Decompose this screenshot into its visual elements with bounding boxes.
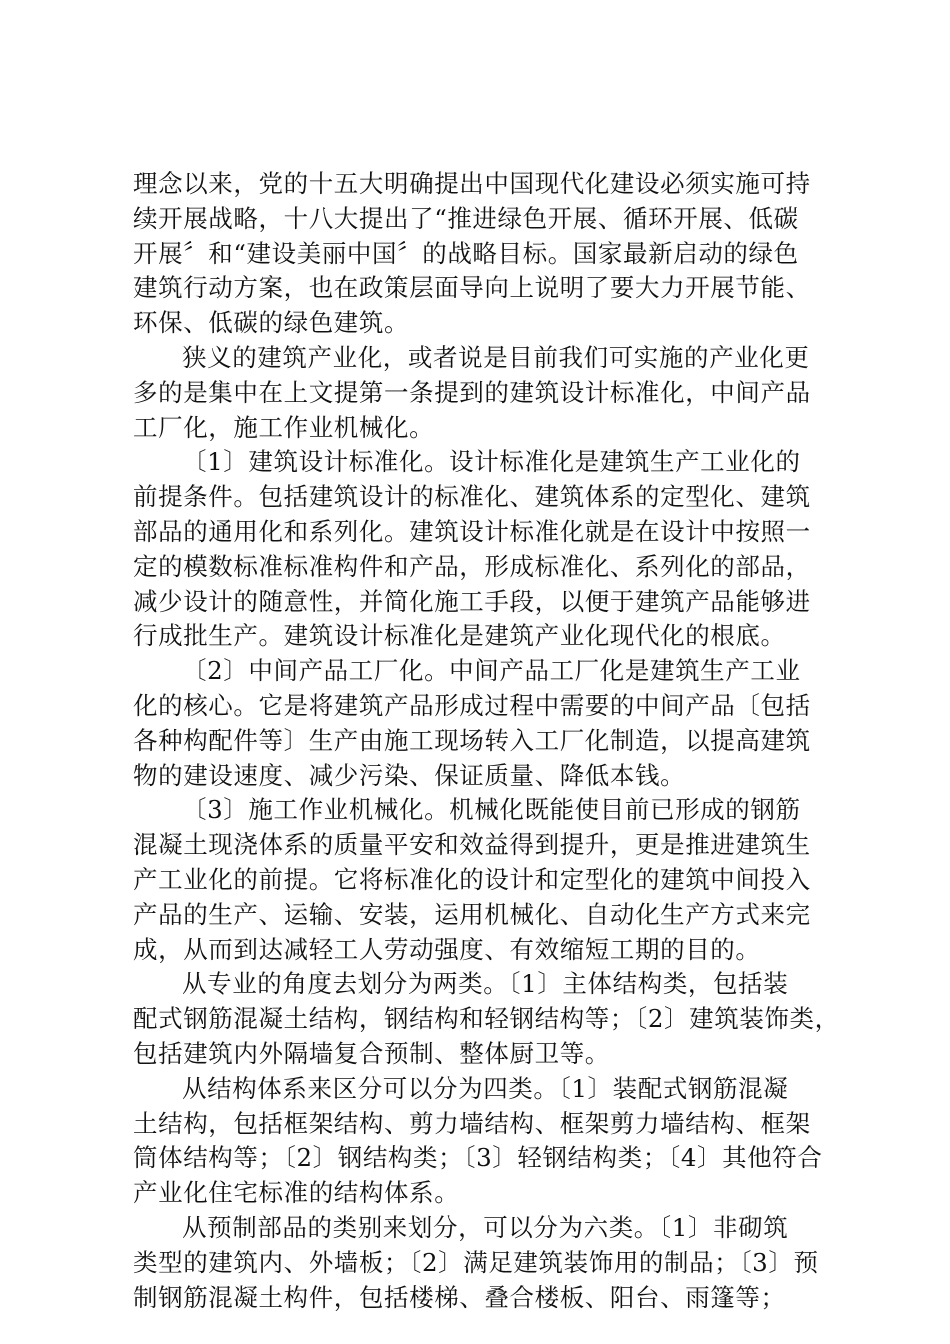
text-line: 配式钢筋混凝土结构，钢结构和轻钢结构等；〔2〕建筑装饰类，	[133, 1004, 840, 1034]
paragraph-first-line: 从预制部品的类别来划分，可以分为六类。〔1〕非砌筑	[182, 1212, 789, 1242]
text-line: 制钢筋混凝土构件，包括楼梯、叠合楼板、阳台、雨篷等；	[133, 1282, 786, 1312]
text-line: 前提条件。包括建筑设计的标准化、建筑体系的定型化、建筑	[133, 482, 811, 512]
paragraph-first-line: 〔2〕中间产品工厂化。中间产品工厂化是建筑生产工业	[182, 656, 801, 686]
text-line: 物的建设速度、减少污染、保证质量、降低本钱。	[133, 760, 686, 790]
text-line: 建筑行动方案，也在政策层面导向上说明了要大力开展节能、	[133, 273, 811, 303]
text-line: 土结构，包括框架结构、剪力墙结构、框架剪力墙结构、框架	[133, 1108, 811, 1138]
text-line: 环保、低碳的绿色建筑。	[133, 308, 410, 338]
text-line: 筒体结构等；〔2〕钢结构类；〔3〕轻钢结构类；〔4〕其他符合	[133, 1143, 823, 1173]
text-line: 开展〞和“建设美丽中国〞的战略目标。国家最新启动的绿色	[133, 238, 799, 268]
document-body-text	[133, 167, 840, 1315]
text-line: 部品的通用化和系列化。建筑设计标准化就是在设计中按照一	[133, 516, 811, 546]
text-line: 续开展战略，十八大提出了“推进绿色开展、循环开展、低碳	[133, 203, 799, 233]
text-line: 成，从而到达减轻工人劳动强度、有效缩短工期的目的。	[133, 934, 761, 964]
text-line: 各种构配件等〕生产由施工现场转入工厂化制造，以提高建筑	[133, 725, 811, 755]
paragraph-first-line: 〔3〕施工作业机械化。机械化既能使目前已形成的钢筋	[182, 795, 801, 825]
paragraph-first-line: 狭义的建筑产业化，或者说是目前我们可实施的产业化更	[182, 342, 810, 372]
text-line: 理念以来，党的十五大明确提出中国现代化建设必须实施可持	[133, 169, 811, 198]
text-line: 产业化住宅标准的结构体系。	[133, 1178, 460, 1208]
text-line: 混凝土现浇体系的质量平安和效益得到提升，更是推进建筑生	[133, 830, 811, 860]
text-line: 多的是集中在上文提第一条提到的建筑设计标准化，中间产品	[133, 377, 811, 407]
text-line: 行成批生产。建筑设计标准化是建筑产业化现代化的根底。	[133, 621, 786, 651]
text-line: 类型的建筑内、外墙板；〔2〕满足建筑装饰用的制品；〔3〕预	[133, 1247, 819, 1277]
paragraph-first-line: 从结构体系来区分可以分为四类。〔1〕装配式钢筋混凝	[182, 1073, 789, 1103]
text-line: 化的核心。它是将建筑产品形成过程中需要的中间产品〔包括	[133, 690, 811, 720]
text-line: 工厂化，施工作业机械化。	[133, 412, 435, 442]
text-line: 定的模数标准标准构件和产品，形成标准化、系列化的部品，	[133, 551, 811, 581]
paragraph-first-line: 从专业的角度去划分为两类。〔1〕主体结构类，包括装	[182, 969, 789, 999]
paragraph-first-line: 〔1〕建筑设计标准化。设计标准化是建筑生产工业化的	[182, 447, 801, 477]
text-line: 减少设计的随意性，并简化施工手段，以便于建筑产品能够进	[133, 586, 811, 616]
text-line: 包括建筑内外隔墙复合预制、整体厨卫等。	[133, 1038, 610, 1068]
text-line: 产品的生产、运输、安装，运用机械化、自动化生产方式来完	[133, 899, 811, 929]
text-line: 产工业化的前提。它将标准化的设计和定型化的建筑中间投入	[133, 864, 811, 894]
